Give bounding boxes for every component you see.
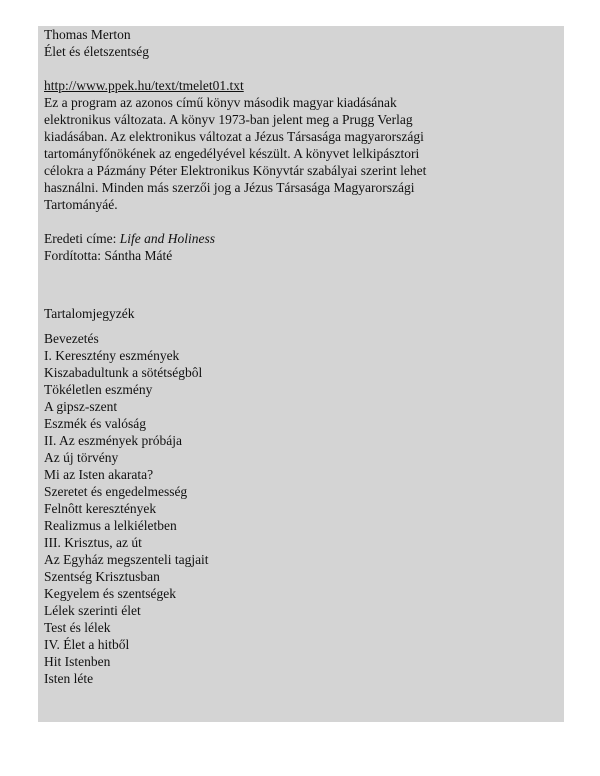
toc-item: IV. Élet a hitből [44, 637, 130, 652]
toc-item: A gipsz-szent [44, 399, 118, 414]
toc-item: Kiszabadultunk a sötétségbôl [44, 365, 203, 380]
source-url-link[interactable]: http://www.ppek.hu/text/tmelet01.txt [44, 78, 244, 93]
description-line: célokra a Pázmány Péter Elektronikus Könyvtár szabályai szerint lehet [44, 163, 427, 178]
document-header [38, 26, 564, 280]
toc-item: Kegyelem és szentségek [44, 586, 176, 601]
toc-item: III. Krisztus, az út [44, 535, 142, 550]
toc-item: Az Egyház megszenteli tagjait [44, 552, 209, 567]
translator-line: Fordította: Sántha Máté [44, 248, 173, 263]
toc-item: Hit Istenben [44, 654, 111, 669]
author-name: Thomas Merton [44, 27, 131, 42]
toc-item: Isten léte [44, 671, 94, 686]
table-of-contents [38, 280, 564, 722]
original-title-label: Eredeti címe: [44, 231, 120, 246]
description-line: használni. Minden más szerzői jog a Jézus Társasága Magyarországi [44, 180, 415, 195]
description-line: elektronikus változata. A könyv 1973-ban jelent meg a Prugg Verlag [44, 112, 413, 127]
toc-heading: Tartalomjegyzék [44, 306, 135, 321]
original-title-line [44, 230, 564, 247]
description-paragraph [44, 94, 564, 213]
toc-item: Eszmék és valóság [44, 416, 146, 431]
description-line: Ez a program az azonos című könyv második magyar kiadásának [44, 95, 397, 110]
description-line: tartományfőnökének az engedélyével készült. A könyvet lelkipásztori [44, 146, 420, 161]
toc-item: Bevezetés [44, 331, 99, 346]
toc-item: II. Az eszmények próbája [44, 433, 182, 448]
description-line: kiadásában. Az elektronikus változat a Jézus Társasága magyarországi [44, 129, 424, 144]
toc-list [44, 330, 564, 687]
toc-item: Test és lélek [44, 620, 111, 635]
toc-item: Az új törvény [44, 450, 119, 465]
toc-item: I. Keresztény eszmények [44, 348, 180, 363]
toc-item: Mi az Isten akarata? [44, 467, 154, 482]
description-line: Tartományáé. [44, 197, 118, 212]
toc-item: Szentség Krisztusban [44, 569, 160, 584]
toc-item: Szeretet és engedelmesség [44, 484, 188, 499]
toc-item: Lélek szerinti élet [44, 603, 141, 618]
book-title: Élet és életszentség [44, 44, 149, 59]
original-title: Life and Holiness [119, 231, 215, 246]
toc-item: Felnôtt keresztények [44, 501, 157, 516]
toc-item: Realizmus a lelkiéletben [44, 518, 177, 533]
toc-item: Tökéletlen eszmény [44, 382, 153, 397]
